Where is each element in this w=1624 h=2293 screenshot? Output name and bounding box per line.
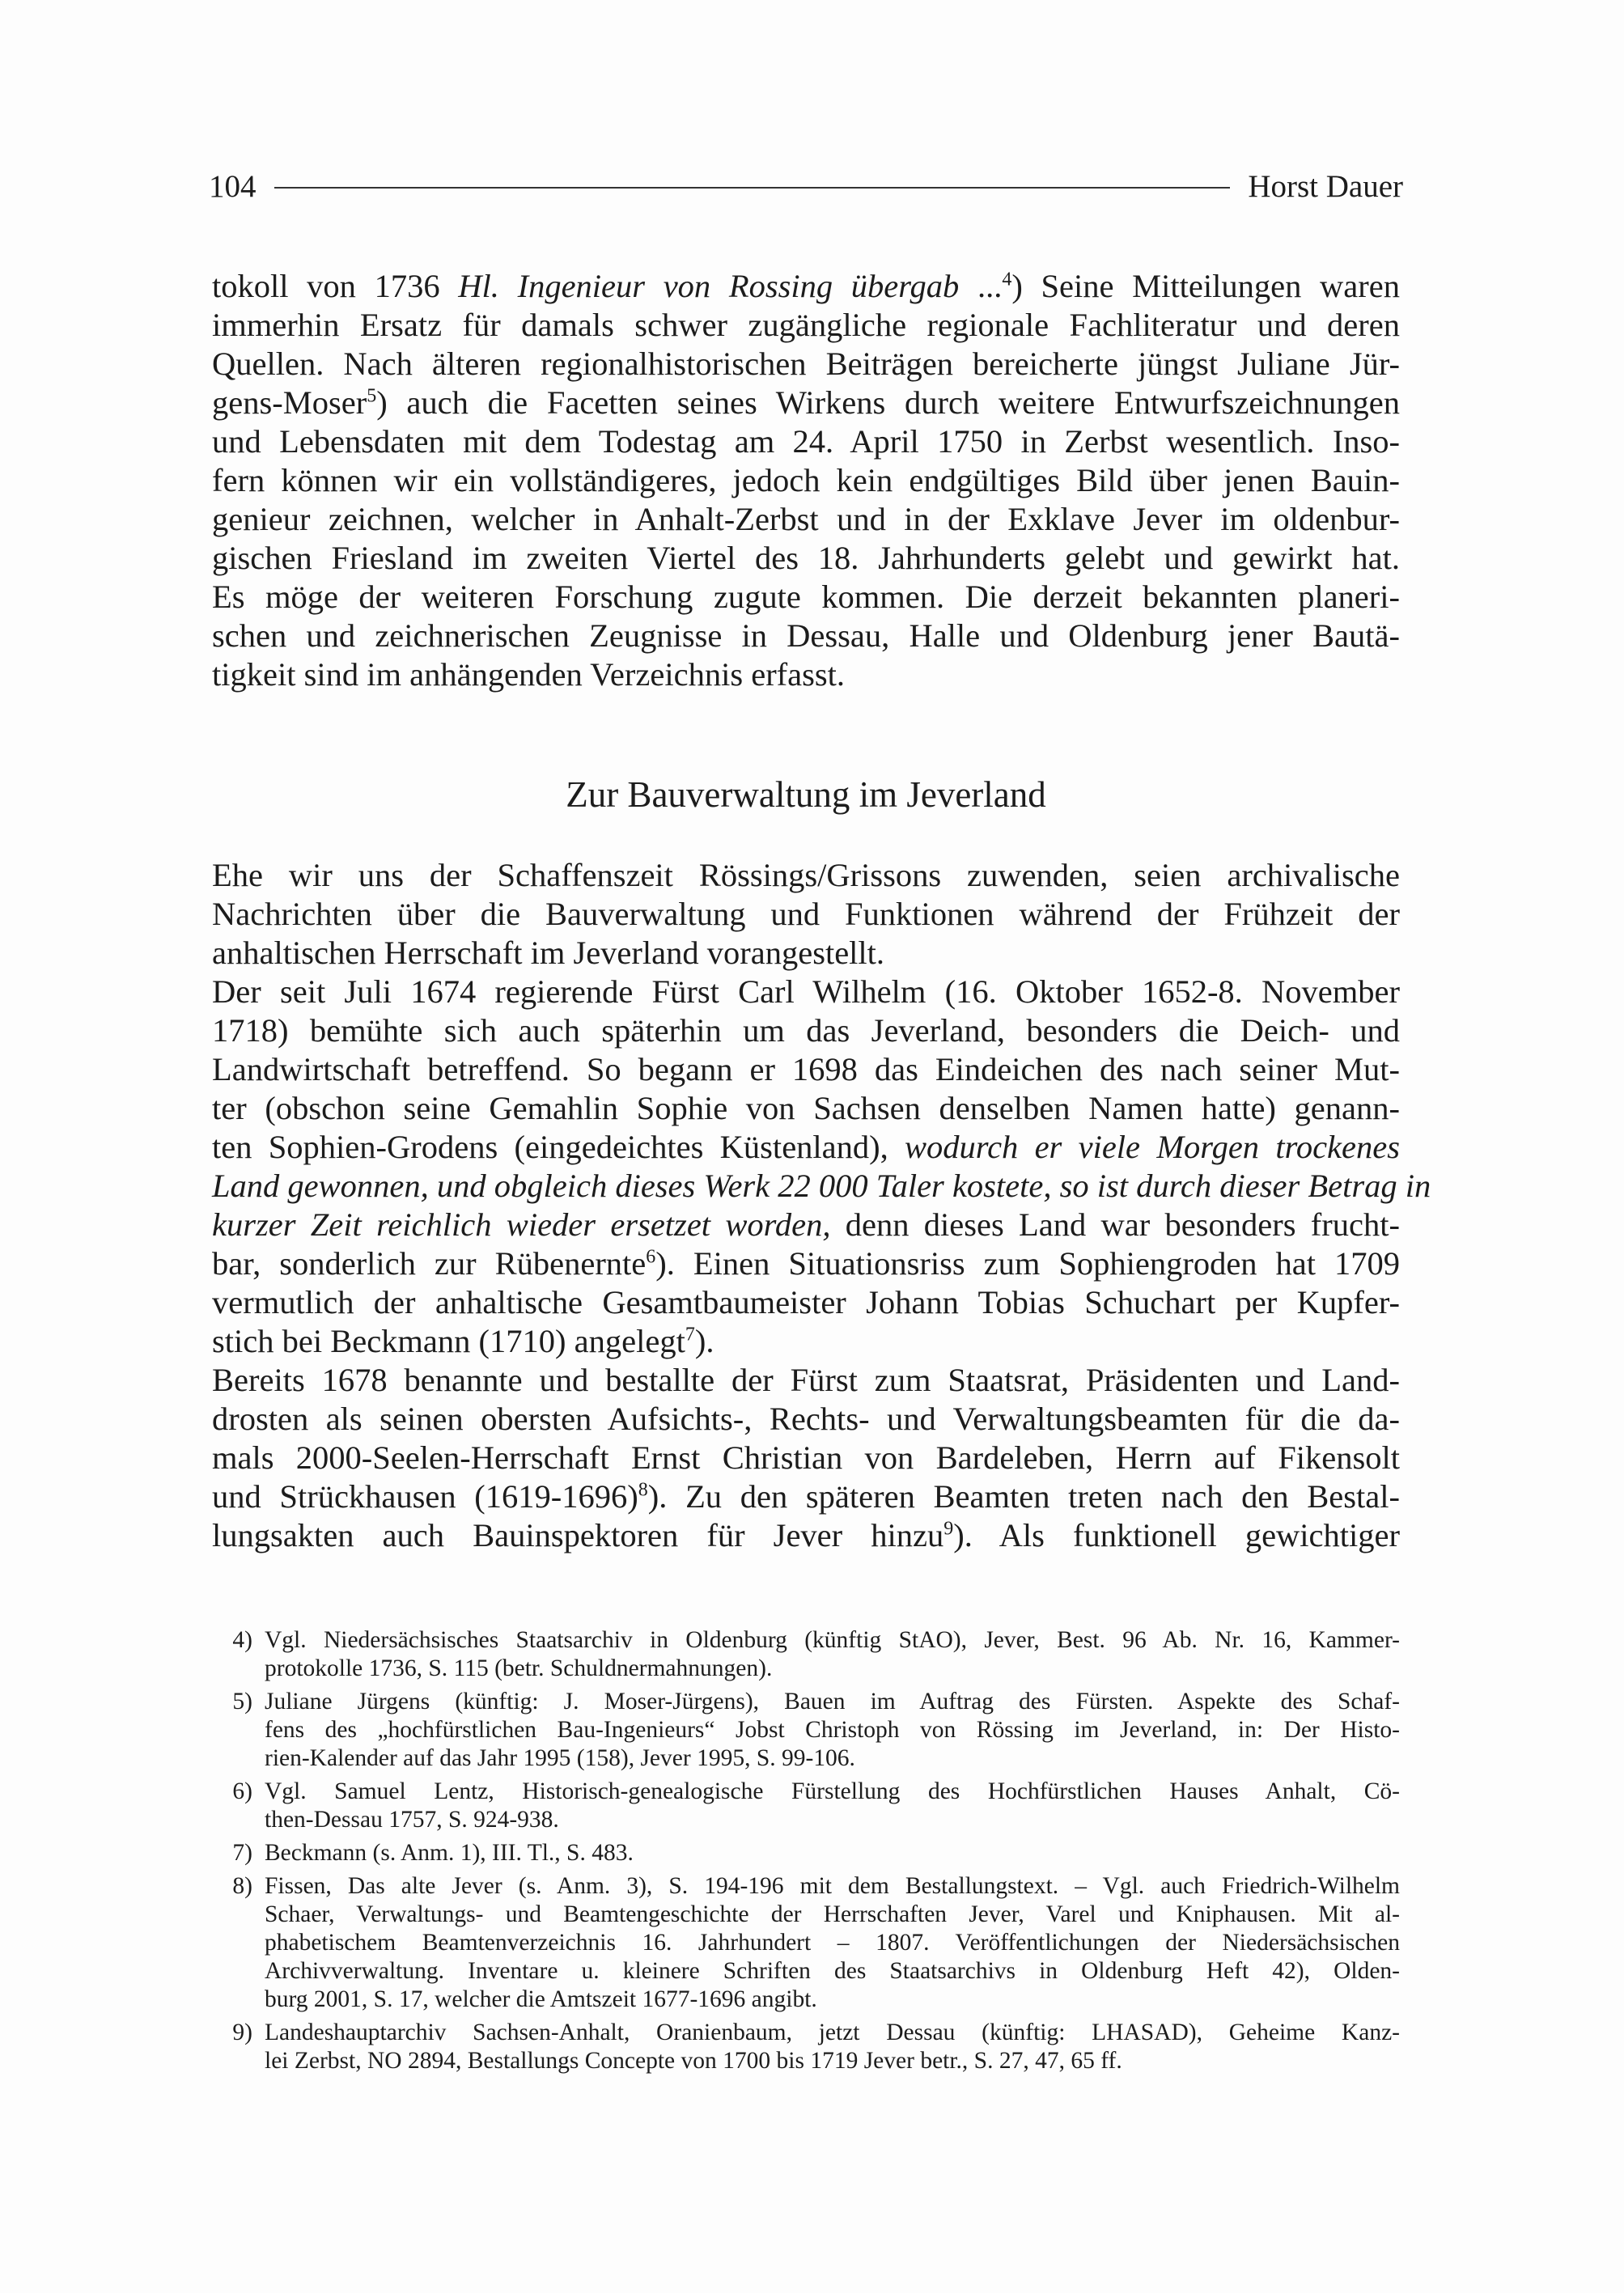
footnote-number: 8) xyxy=(232,1873,252,1899)
footnotes xyxy=(212,1626,1400,2080)
footnote xyxy=(212,2019,1400,2075)
footnote-number: 7) xyxy=(232,1840,252,1866)
footnote-line: Juliane Jürgens (künftig: J. Moser-Jürgens), Bauen im Auftrag des Fürsten. Aspekte des Schaf- xyxy=(265,1689,1400,1714)
footnote xyxy=(212,1778,1400,1834)
footnote-line: Vgl. Niedersächsisches Staatsarchiv in Oldenburg (künftig StAO), Jever, Best. 96 Ab. Nr. 16, Kammer- xyxy=(265,1627,1400,1653)
footnote-number: 5) xyxy=(232,1689,252,1714)
text-line: tigkeit sind im anhängenden Verzeichnis erfasst. xyxy=(212,656,846,693)
text-line: immerhin Ersatz für damals schwer zugängliche regionale Fachliteratur und deren xyxy=(212,307,1400,343)
footnote-line: burg 2001, S. 17, welcher die Amtszeit 1677-1696 angibt. xyxy=(265,1986,817,2012)
text-line: ten Sophien-Grodens (eingedeichtes Küstenland), wodurch er viele Morgen trockenes xyxy=(212,1129,1400,1165)
text-line: Der seit Juli 1674 regierende Fürst Carl Wilhelm (16. Oktober 1652-8. November xyxy=(212,973,1400,1010)
footnote-line: Archivverwaltung. Inventare u. kleinere Schriften des Staatsarchivs in Oldenburg Heft 42), Olden- xyxy=(265,1958,1400,1984)
footnote xyxy=(212,1872,1400,2014)
text-line: anhaltischen Herrschaft im Jeverland vorangestellt. xyxy=(212,935,885,971)
text-line: Es möge der weiteren Forschung zugute kommen. Die derzeit bekannten planeri- xyxy=(212,579,1400,615)
page-number: 104 xyxy=(209,168,257,204)
text-line: schen und zeichnerischen Zeugnisse in Dessau, Halle und Oldenburg jener Bautä- xyxy=(212,617,1400,654)
footnote-number: 9) xyxy=(232,2020,252,2045)
footnote xyxy=(212,1626,1400,1683)
footnote-line: Schaer, Verwaltungs- und Beamtengeschichte der Herrschaften Jever, Varel und Kniphausen. Mit al- xyxy=(265,1901,1400,1927)
text-line: vermutlich der anhaltische Gesamtbaumeister Johann Tobias Schuchart per Kupfer- xyxy=(212,1284,1400,1320)
text-line: tokoll von 1736 Hl. Ingenieur von Rossing übergab ...$^4$) Seine Mitteilungen waren xyxy=(212,268,1400,304)
intro-paragraph xyxy=(212,267,1400,694)
footnote-line: fens des „hochfürstlichen Bau-Ingenieurs“ Jobst Christoph von Rössing im Jeverland, in: Der Histo- xyxy=(265,1717,1400,1743)
text-line: kurzer Zeit reichlich wieder ersetzet worden, denn dieses Land war besonders frucht- xyxy=(212,1206,1401,1243)
text-line: 1718) bemühte sich auch späterhin um das Jeverland, besonders die Deich- und xyxy=(212,1012,1400,1049)
text-line: gens-Moser$^5$) auch die Facetten seines Wirkens durch weitere Entwurfszeichnungen xyxy=(212,384,1400,421)
text-line: fern können wir ein vollständigeres, jedoch kein endgültiges Bild über jenen Bauin- xyxy=(212,462,1400,498)
header-rule xyxy=(274,187,1231,189)
section-heading: Zur Bauverwaltung im Jeverland xyxy=(566,774,1046,815)
footnote-line: Vgl. Samuel Lentz, Historisch-genealogische Fürstellung des Hochfürstlichen Hauses Anhalt, Cö- xyxy=(265,1778,1400,1804)
text-line: ter (obschon seine Gemahlin Sophie von Sachsen denselben Namen hatte) genann- xyxy=(212,1090,1400,1126)
text-line: stich bei Beckmann (1710) angelegt$^7$). xyxy=(212,1323,714,1359)
text-line: Nachrichten über die Bauverwaltung und Funktionen während der Frühzeit der xyxy=(212,896,1400,932)
text-line: lungsakten auch Bauinspektoren für Jever hinzu$^9$). Als funktionell gewichtiger xyxy=(212,1517,1400,1553)
text-line: bar, sonderlich zur Rübenernte$^6$). Einen Situationsriss zum Sophiengroden hat 1709 xyxy=(212,1245,1400,1282)
text-line: Land gewonnen, und obgleich dieses Werk 22 000 Taler kostete, so ist durch dieser Betrag in xyxy=(212,1168,1431,1204)
footnote-line: Beckmann (s. Anm. 1), III. Tl., S. 483. xyxy=(265,1840,634,1866)
footnote xyxy=(212,1688,1400,1773)
header-author: Horst Dauer xyxy=(1248,168,1403,204)
text-line: Bereits 1678 benannte und bestallte der Fürst zum Staatsrat, Präsidenten und Land- xyxy=(212,1362,1400,1398)
text-line: mals 2000-Seelen-Herrschaft Ernst Christian von Bardeleben, Herrn auf Fikensolt xyxy=(212,1439,1400,1476)
text-line: Ehe wir uns der Schaffenszeit Rössings/Grissons zuwenden, seien archivalische xyxy=(212,857,1400,893)
footnote-number: 6) xyxy=(232,1778,252,1804)
footnote-line: protokolle 1736, S. 115 (betr. Schuldnermahnungen). xyxy=(265,1655,773,1681)
text-line: drosten als seinen obersten Aufsichts-, Rechts- und Verwaltungsbeamten für die da- xyxy=(212,1401,1400,1437)
text-line: und Lebensdaten mit dem Todestag am 24. April 1750 in Zerbst wesentlich. Inso- xyxy=(212,423,1400,460)
text-line: Quellen. Nach älteren regionalhistorischen Beiträgen bereicherte jüngst Juliane Jür- xyxy=(212,345,1400,382)
running-header xyxy=(209,166,1403,206)
text-line: Landwirtschaft betreffend. So begann er 1698 das Eindeichen des nach seiner Mut- xyxy=(212,1051,1400,1087)
footnote xyxy=(212,1839,1400,1867)
section-paragraphs xyxy=(212,856,1431,1555)
text-line: gischen Friesland im zweiten Viertel des 18. Jahrhunderts gelebt und gewirkt hat. xyxy=(212,540,1400,576)
footnote-line: phabetischem Beamtenverzeichnis 16. Jahrhundert – 1807. Veröffentlichungen der Niedersächsischen xyxy=(265,1930,1400,1956)
footnote-number: 4) xyxy=(232,1627,252,1653)
footnote-line: Fissen, Das alte Jever (s. Anm. 3), S. 194-196 mit dem Bestallungstext. – Vgl. auch Friedrich-Wilhelm xyxy=(265,1873,1400,1899)
text-line: und Strückhausen (1619-1696)$^8$). Zu den späteren Beamten treten nach den Bestal- xyxy=(212,1478,1400,1515)
footnote-line: rien-Kalender auf das Jahr 1995 (158), Jever 1995, S. 99-106. xyxy=(265,1745,855,1771)
footnote-line: then-Dessau 1757, S. 924-938. xyxy=(265,1807,559,1833)
text-line: genieur zeichnen, welcher in Anhalt-Zerbst und in der Exklave Jever im oldenbur- xyxy=(212,501,1400,537)
footnote-line: Landeshauptarchiv Sachsen-Anhalt, Oranienbaum, jetzt Dessau (künftig: LHASAD), Geheime Kanz- xyxy=(265,2020,1400,2045)
footnote-line: lei Zerbst, NO 2894, Bestallungs Concepte von 1700 bis 1719 Jever betr., S. 27, 47, 65 ff. xyxy=(265,2048,1122,2074)
